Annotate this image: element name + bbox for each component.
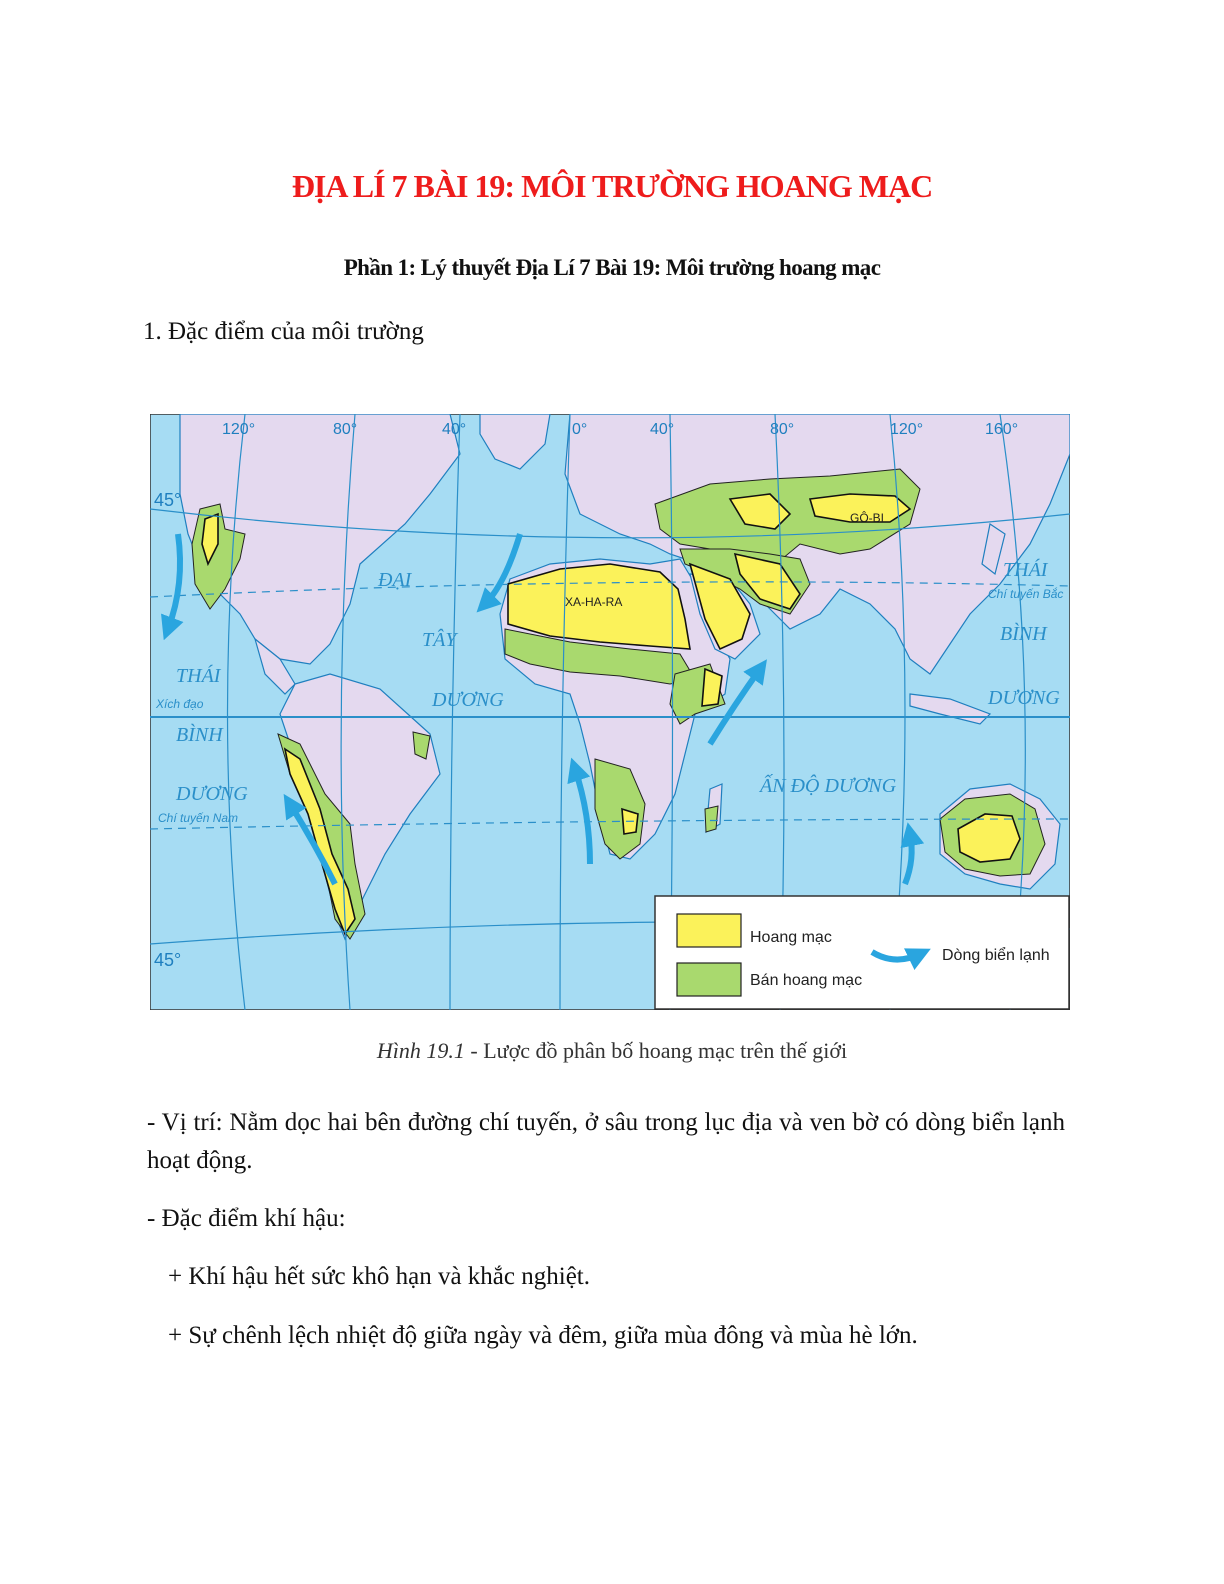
ocean-label: THÁI: [1003, 559, 1048, 581]
gobi-label: GÔ-BI: [850, 511, 885, 525]
legend-desert-label: Hoang mạc: [750, 929, 832, 946]
ocean-label: DƯƠNG: [432, 689, 504, 711]
semi-desert-madagascar: [705, 806, 718, 832]
document-subtitle: Phần 1: Lý thuyết Địa Lí 7 Bài 19: Môi trường hoang mạc: [343, 255, 881, 280]
longitude-label: 40°: [442, 421, 467, 438]
figure-caption: [0, 1038, 1224, 1064]
document-title: ĐỊA LÍ 7 BÀI 19: MÔI TRƯỜNG HOANG MẠC: [291, 168, 933, 204]
ocean-label: THÁI: [176, 665, 221, 687]
longitude-label: 40°: [650, 421, 675, 438]
legend-semi-desert-swatch: [677, 963, 741, 996]
tropic-south-label: Chí tuyến Nam: [158, 811, 239, 825]
ocean-label: DƯƠNG: [176, 783, 248, 805]
climate-heading: - Đặc điểm khí hậu:: [147, 1205, 346, 1232]
longitude-label: 120°: [222, 421, 256, 438]
ocean-label: DƯƠNG: [988, 687, 1060, 709]
longitude-label: 80°: [770, 421, 795, 438]
longitude-label: 80°: [333, 421, 358, 438]
ocean-label: ẤN ĐỘ DƯƠNG: [760, 775, 897, 797]
figure-caption-text: - Lược đồ phân bố hoang mạc trên thế giới: [464, 1038, 848, 1063]
legend-current-label: Dòng biển lạnh: [942, 947, 1050, 964]
latitude-label: 45°: [154, 490, 182, 510]
legend-semi-desert-label: Bán hoang mạc: [750, 972, 863, 989]
section-heading: 1. Đặc điểm của môi trường: [143, 318, 424, 345]
ocean-label: TÂY: [422, 629, 457, 651]
longitude-label: 0°: [572, 421, 588, 438]
ocean-label: ĐẠI: [378, 569, 412, 591]
location-paragraph: - Vị trí: Nằm dọc hai bên đường chí tuyến, ở sâu trong lục địa và ven bờ có dòng biển lạnh hoạt động.: [147, 1109, 1065, 1174]
latitude-label: 45°: [154, 950, 182, 970]
climate-bullet: + Sự chênh lệch nhiệt độ giữa ngày và đêm, giữa mùa đông và mùa hè lớn.: [168, 1322, 918, 1349]
longitude-label: 120°: [890, 421, 924, 438]
desert-somalia: [702, 669, 722, 706]
ocean-label: BÌNH: [176, 724, 223, 746]
ocean-label: BÌNH: [1000, 623, 1047, 645]
tropic-north-label: Chí tuyến Bắc: [988, 587, 1064, 601]
climate-bullet: + Khí hậu hết sức khô hạn và khắc nghiệt.: [168, 1263, 590, 1290]
longitude-label: 160°: [985, 421, 1019, 438]
legend-desert-swatch: [677, 914, 741, 947]
equator-label: Xích đạo: [156, 697, 204, 711]
desert-distribution-map: [150, 414, 1070, 1010]
figure-number: Hình 19.1: [376, 1038, 465, 1063]
sahara-label: XA-HA-RA: [565, 595, 623, 609]
map-legend: [655, 896, 1069, 1009]
